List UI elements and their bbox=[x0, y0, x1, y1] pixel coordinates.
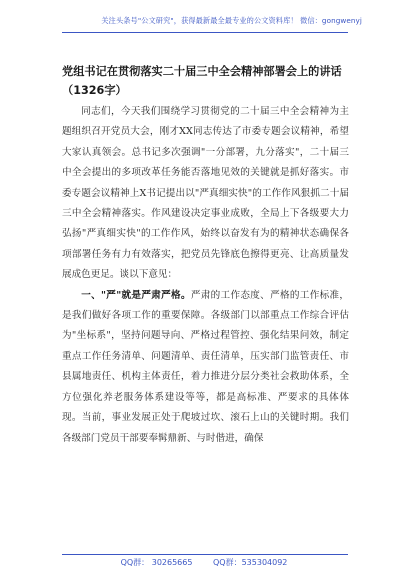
footer-divider bbox=[62, 554, 348, 555]
paragraph-section-1 bbox=[62, 286, 349, 449]
section-1-text: 严肃的工作态度、严格的工作标准，是我们做好各项工作的重要保障。各级部门以部重点工作综合评估为"坐标系"，坚持问题导向、严格过程管控、强化结果问效，制定重点工作任务清单、问题清单、责任清单，压实部门监管责任、市县属地责任、机构主体责任，着力推进分层分类社会救助体系，全方位强化养老服务体系建设等等，都是高标准、严要求的具体体现。当前，事业发展正处于爬坡过坎、滚石上山的关键时期。我们各级部门党员干部要奉髯鼎新、与时偕进，确保 bbox=[62, 289, 349, 444]
document-body bbox=[62, 102, 349, 449]
paragraph-intro: 同志们，今天我们围绕学习贯彻党的二十届三中全会精神为主题组织召开党员大会，刚才XX同志传达了市委专题会议精神，希望大家认真领会。总书记多次强调"一分部署，九分落实"，二十届三中全会提出的多项改革任务能否落地见效的关键就是抓好落实。市委专题会议精神上X书记提出以"严真细实快"的工作作风狠抓二十届三中全会精神落实。作风建设决定事业成败，全局上下各级要大力弘扬"严真细实快"的工作作风，始终以奋发有为的精神状态确保各项部署任务有力有效落实，把党员先锋底色擦得更亮、让高质量发展成色更足。谈以下意见： bbox=[62, 106, 349, 281]
header-divider bbox=[62, 32, 348, 33]
footer-note bbox=[0, 557, 408, 568]
title-text: 党组书记在贯彻落实二十届三中全会精神部署会上的讲话 bbox=[62, 65, 342, 78]
footer-qq-2: QQ群：535304092 bbox=[213, 558, 288, 567]
header-note: 关注头条号"公文研究"，获得最新最全最专业的公文资料库！ 微信：gongwenyj bbox=[101, 16, 362, 25]
document-title bbox=[62, 62, 352, 100]
word-count: （1326字） bbox=[62, 84, 127, 97]
footer-qq-1: QQ群： 30265665 bbox=[120, 558, 193, 567]
section-1-heading: 一、"严"就是严肃严格。 bbox=[81, 289, 191, 301]
